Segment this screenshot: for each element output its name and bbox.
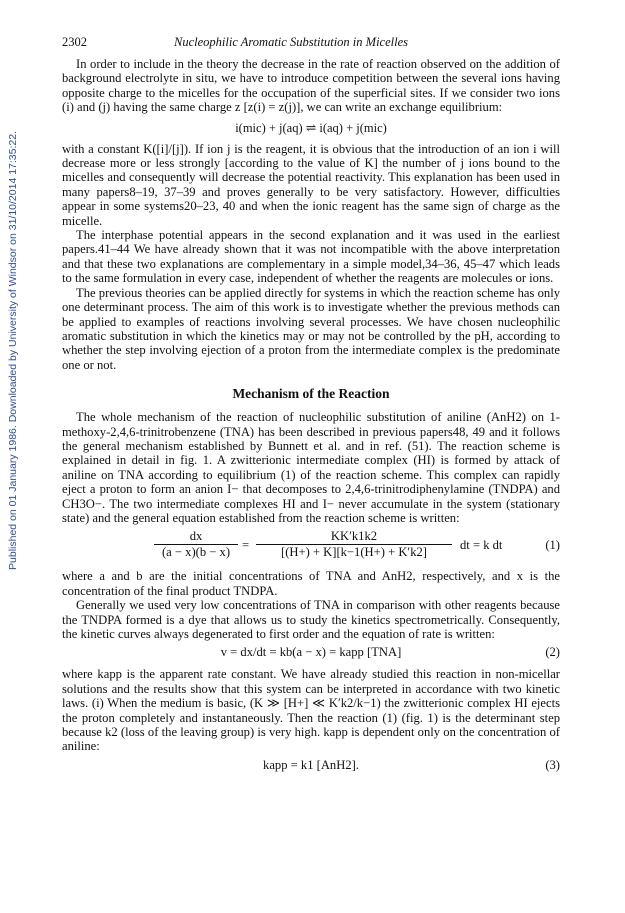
paragraph-4: The previous theories can be applied directly for systems in which the reaction scheme has only one determinant process. The aim of this work is to investigate whether the previous methods can be applied to examples of reactions involving several processes. We have chosen nucleophilic aromatic substitution in which the kinetics may or may not be controlled by the pH, according to whether the step involving ejection of a proton from the intermediate complex is the predominate one or not. (62, 285, 560, 372)
eq3-body: kapp = k1 [AnH2]. (263, 757, 359, 772)
equation-1 (62, 529, 560, 563)
section-heading: Mechanism of the Reaction (232, 386, 390, 402)
equation-2 (62, 645, 560, 661)
eq2-number: (2) (545, 645, 560, 660)
running-title: Nucleophilic Aromatic Substitution in Micelles (174, 35, 408, 49)
eq1-rhs-fraction (256, 529, 452, 560)
eq1-lhs-numerator: dx (154, 529, 238, 545)
paragraph-7: Generally we used very low concentrations of TNA in comparison with other reagents because the TNDPA formed is a dye that allows us to study the kinetics spectrometrically. Consequently, the kinetic curves always degenerated to first order and the equation of rate is written: (62, 598, 560, 641)
paragraph-2: with a constant K([i]/[j]). If ion j is the reagent, it is obvious that the introduction of an ion i will decrease more or less strongly [according to the value of K] the number of j ions bound to the micelles and consequently will decrease the potential reactivity. This explanation has been used in many papers8–19, 37–39 and proves generally to be very satisfactory. However, difficulties appear in some systems20–23, 40 and when the ionic reagent has the same sign of charge as the micelle. (62, 141, 560, 228)
eq1-lhs-fraction (154, 529, 238, 560)
paragraph-8: where kapp is the apparent rate constant. We have already studied this reaction in non-micellar solutions and the results show that this system can be interpreted in accordance with two kinetic laws. (i) When the medium is basic, (K ≫ [H+] ≪ K′k2/k−1) the zwitterionic complex HI ejects the proton completely and instantaneously. Then the reaction (1) (fig. 1) is the determinant step because k2 (loss of the leaving group) is very high. kapp is dependent only on the concentration of aniline: (62, 667, 560, 754)
eq3-number: (3) (545, 757, 560, 772)
download-watermark-text: Published on 01 January 1986. Downloaded by University of Windsor on 31/10/2014 17:35:22. (7, 130, 19, 570)
eq1-number: (1) (545, 538, 560, 553)
download-watermark (5, 120, 21, 580)
page-header (62, 35, 560, 57)
eq1-rhs-numerator: KK′k1k2 (256, 529, 452, 545)
eq1-equals: = (242, 538, 250, 553)
equation-3 (62, 758, 560, 774)
eq1-rhs-denominator: [(H+) + K][k−1(H+) + K′k2] (281, 545, 427, 560)
page-body (62, 35, 560, 780)
eq1-tail: dt = k dt (460, 538, 503, 553)
eq1-lhs-denominator: (a − x)(b − x) (161, 545, 231, 560)
paragraph-1: In order to include in the theory the decrease in the rate of reaction observed on the addition of background electrolyte in situ, we have to introduce competition between the several ions having opposite charge to the micelles for the occupation of the superficial sites. If we consider two ions (i) and (j) having the same charge z [z(i) = z(j)], we can write an exchange equilibrium: (62, 57, 560, 115)
eq2-body: v = dx/dt = kb(a − x) = kapp [TNA] (220, 645, 402, 660)
page-number: 2302 (62, 35, 87, 49)
paragraph-6: where a and b are the initial concentrations of TNA and AnH2, respectively, and x is the concentration of the final product TNDPA. (62, 569, 560, 598)
paragraph-5: The whole mechanism of the reaction of nucleophilic substitution of aniline (AnH2) on 1-methoxy-2,4,6-trinitrobenzene (TNA) has been described in previous papers48, 49 and it follows the general mechanism established by Bunnett et al. and in ref. (51). The reaction scheme is explained in detail in fig. 1. A zwitterionic intermediate complex (HI) is formed by attack of aniline on TNA according to equilibrium (1) of the reaction scheme. This complex can rapidly eject a proton to form an anion I− that decomposes to 2,4,6-trinitrodiphenylamine (TNDPA) and CH3O−. The two intermediate complexes HI and I− never accumulate in the system (stationary state) and the general equation established from the reaction scheme is written: (62, 410, 560, 525)
exchange-equation: i(mic) + j(aq) ⇌ i(aq) + j(mic) (235, 120, 387, 135)
paragraph-3: The interphase potential appears in the second explanation and it was used in the earliest papers.41–44 We have already shown that it was not incompatible with the above interpretation and that these two explanations are complementary in a simple model,34–36, 45–47 which leads to the same formulation in every case, independent of whether the reagents are molecules or ions. (62, 228, 560, 286)
